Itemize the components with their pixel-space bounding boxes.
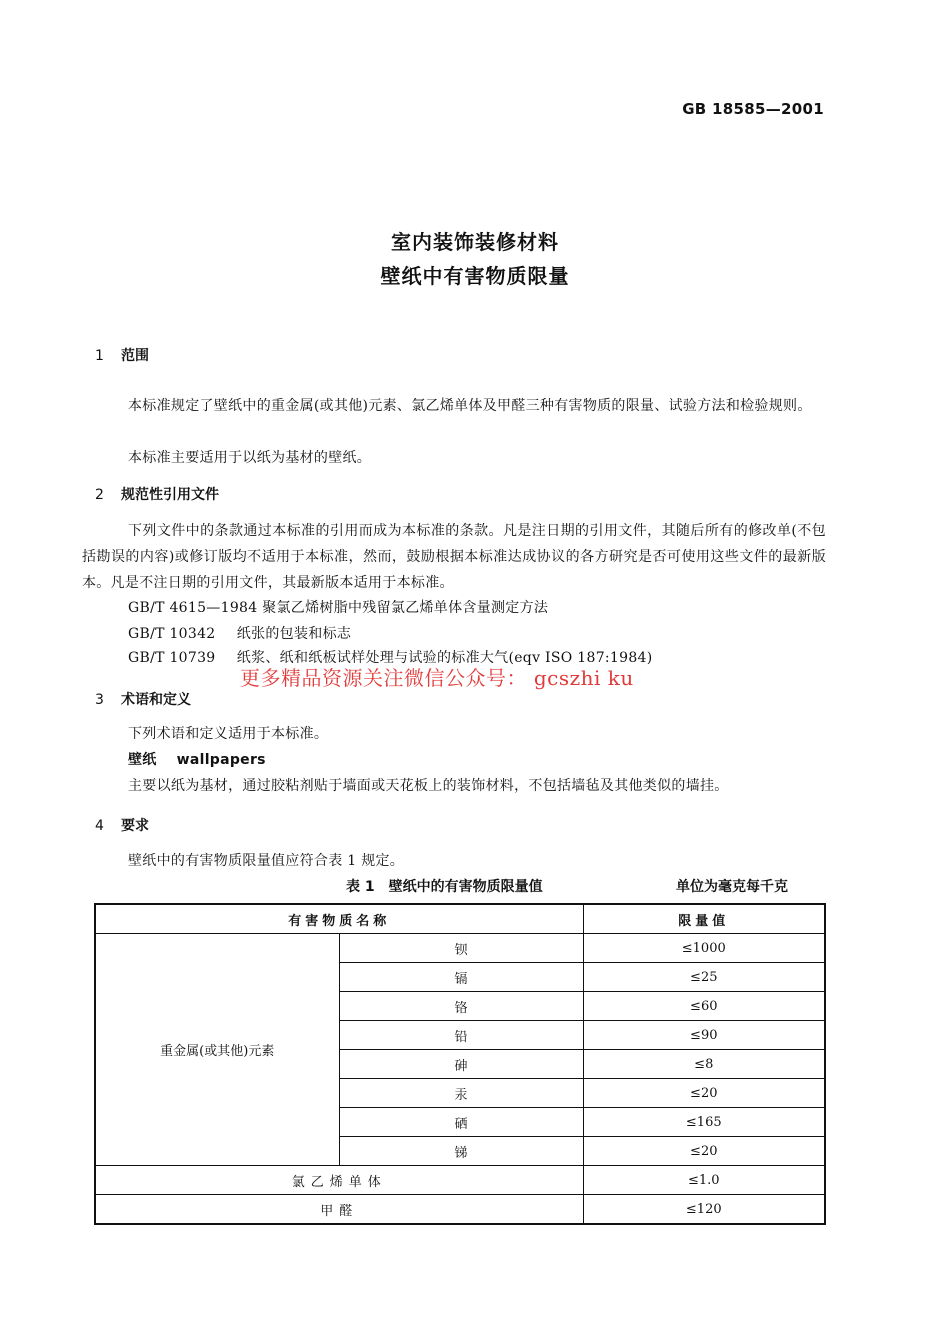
section-number: 4 [95,818,104,834]
term-english: wallpapers [176,752,266,768]
header-substance-name: 有害物质名称 [95,904,583,934]
section-title: 要求 [121,818,149,834]
section-1-heading [95,345,149,365]
header-limit-value: 限量值 [583,904,825,934]
group-label-cell: 重金属(或其他)元素 [95,934,339,1166]
term-definition: 主要以纸为基材，通过胶粘剂贴于墙面或天花板上的装饰材料，不包括墙毡及其他类似的墙挂。 [128,778,729,794]
limit-cell: ≤1000 [583,934,825,963]
term-entry [128,749,266,771]
element-cell: 锑 [339,1137,583,1166]
section-2-heading [95,484,219,504]
hazard-limits-table [94,903,826,1225]
section-title: 规范性引用文件 [121,487,219,503]
limit-cell: ≤20 [583,1079,825,1108]
limit-cell: ≤20 [583,1137,825,1166]
limit-cell: ≤8 [583,1050,825,1079]
table-unit: 单位为毫克每千克 [676,879,788,895]
limit-cell: ≤25 [583,963,825,992]
section-1-paragraph-2: 本标准主要适用于以纸为基材的壁纸。 [128,450,372,466]
watermark-text: 更多精品资源关注微信公众号： gcszhi ku [240,666,634,690]
table-caption-row [0,876,950,898]
section-4-paragraph-1: 壁纸中的有害物质限量值应符合表 1 规定。 [128,853,405,869]
section-number: 1 [95,348,104,364]
table-caption: 表 1 壁纸中的有害物质限量值 [346,879,543,895]
reference-code: GB/T 10739 [128,650,216,666]
section-2-paragraph-1: 下列文件中的条款通过本标准的引用而成为本标准的条款。凡是注日期的引用文件，其随后所有的修改单(不包括勘误的内容)或修订版均不适用于本标准，然而，鼓励根据本标准达成协议的各方研究是否可使用这些文件的最新版本。凡是不注日期的引用文件，其最新版本适用于本标准。 [82,523,826,591]
element-cell: 镉 [339,963,583,992]
reference-title: 纸浆、纸和纸板试样处理与试验的标准大气(eqv ISO 187:1984) [236,650,653,666]
limit-cell: ≤90 [583,1021,825,1050]
reference-title: 聚氯乙烯树脂中残留氯乙烯单体含量测定方法 [262,600,549,616]
reference-title: 纸张的包装和标志 [236,626,352,642]
section-number: 3 [95,692,104,708]
document-title-line1: 室内装饰装修材料 [391,230,559,254]
reference-item [128,623,351,645]
term-chinese: 壁纸 [128,752,157,768]
element-cell: 铅 [339,1021,583,1050]
limit-cell: ≤120 [583,1195,825,1225]
table-header-row [95,904,825,934]
limit-cell: ≤165 [583,1108,825,1137]
section-4-heading [95,815,149,835]
section-title: 范围 [121,348,149,364]
reference-code: GB/T 4615—1984 [128,600,258,616]
table-row [95,1166,825,1195]
substance-cell: 氯乙烯单体 [95,1166,583,1195]
limit-cell: ≤1.0 [583,1166,825,1195]
element-cell: 铬 [339,992,583,1021]
standard-code: GB 18585—2001 [682,100,824,118]
section-3-heading [95,689,191,709]
section-3-paragraph-1: 下列术语和定义适用于本标准。 [128,726,329,742]
reference-code: GB/T 10342 [128,626,216,642]
document-title-line2: 壁纸中有害物质限量 [380,264,570,288]
limit-cell: ≤60 [583,992,825,1021]
substance-cell: 甲醛 [95,1195,583,1225]
table-row [95,1195,825,1225]
section-number: 2 [95,487,104,503]
section-title: 术语和定义 [121,692,191,708]
table-row [95,934,825,963]
element-cell: 汞 [339,1079,583,1108]
element-cell: 硒 [339,1108,583,1137]
element-cell: 砷 [339,1050,583,1079]
element-cell: 钡 [339,934,583,963]
reference-item [128,597,548,619]
section-1-paragraph-1: 本标准规定了壁纸中的重金属(或其他)元素、氯乙烯单体及甲醛三种有害物质的限量、试验方法和检验规则。 [128,398,812,414]
